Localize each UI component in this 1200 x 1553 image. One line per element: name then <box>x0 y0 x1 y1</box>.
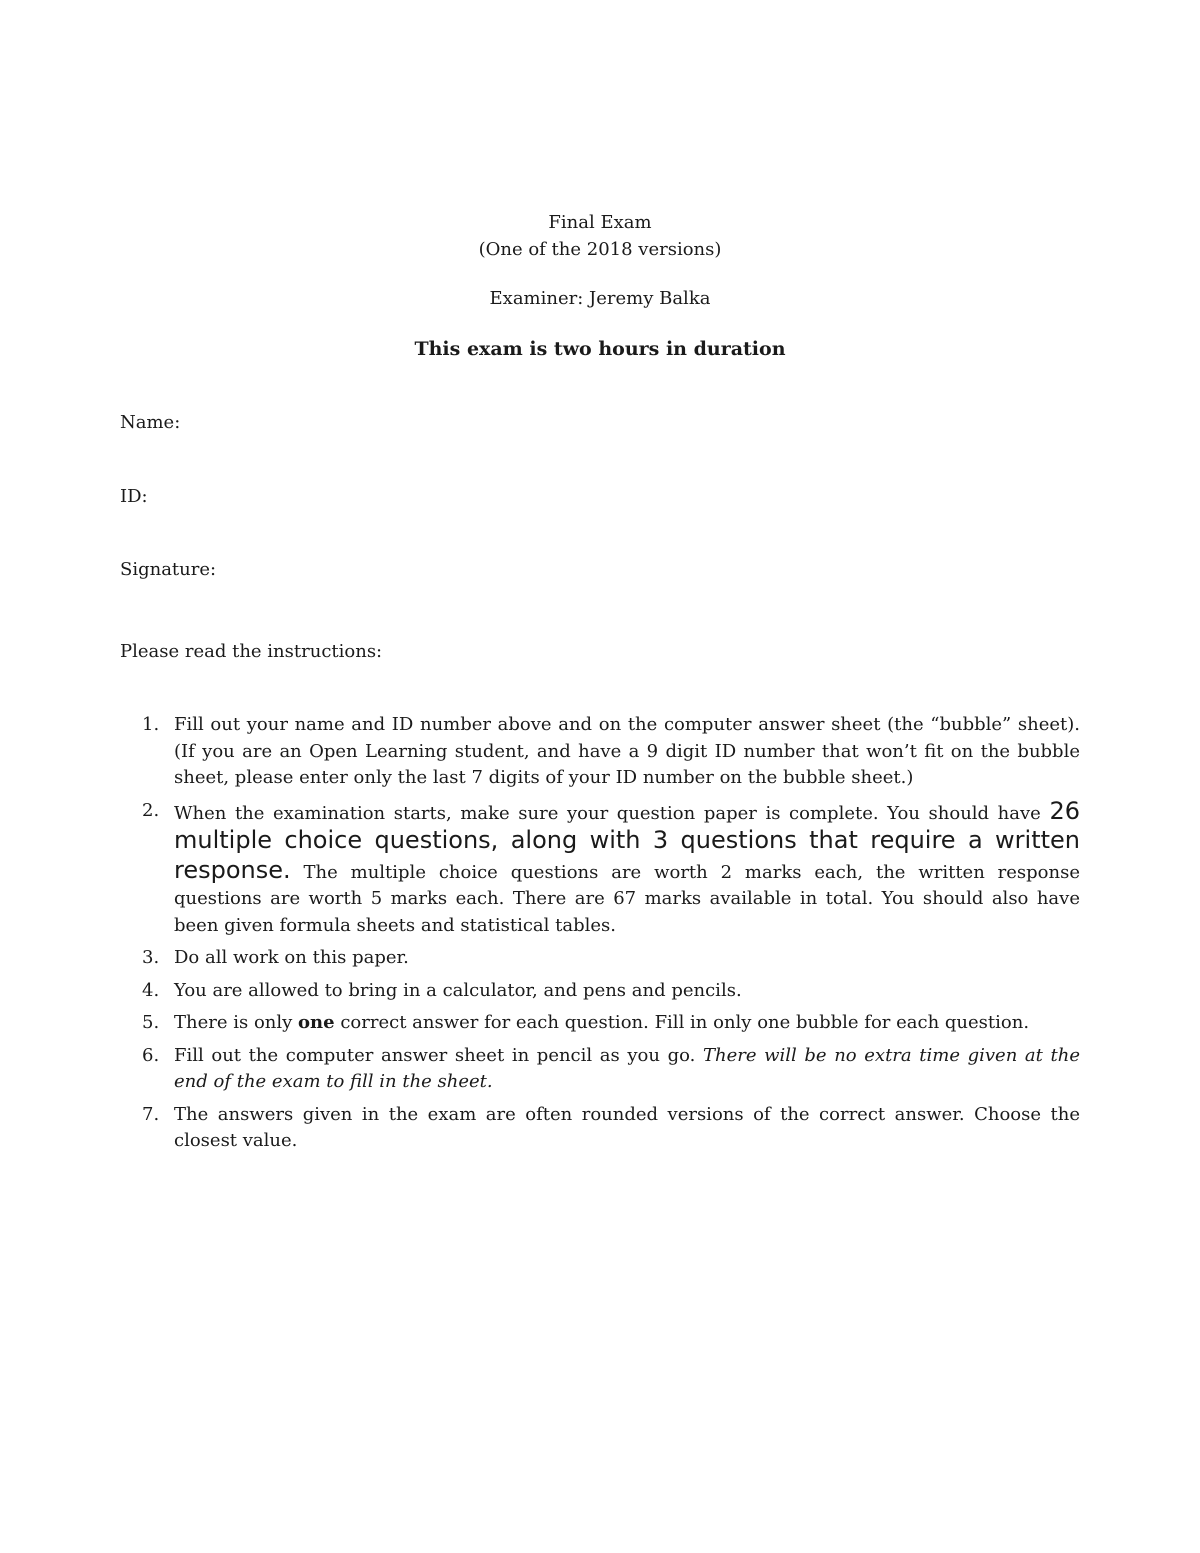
instruction-text-continued: The multiple choice questions are worth 2 marks each, the written response questions are worth 5 marks each. There are 67 marks available in total. You should also have been given formula sheets and statistical tables. <box>174 861 1080 936</box>
instruction-number: 5. <box>142 1012 160 1033</box>
instruction-text: Fill out your name and ID number above and on the computer answer sheet (the “bubble” sheet). (If you are an Open Learning student, and have a 9 digit ID number that won’t fit on the bubble sheet, please enter only the last 7 digits of your ID number on the bubble sheet.) <box>174 714 1080 788</box>
id-label: ID: <box>120 486 148 507</box>
instruction-number: 7. <box>142 1103 160 1125</box>
instruction-item-5 <box>120 1010 1080 1037</box>
instruction-text: The answers given in the exam are often rounded versions of the correct answer. Choose the closest value. <box>174 1103 1080 1151</box>
examiner-line: Examiner: Jeremy Balka <box>489 288 711 309</box>
exam-title: Final Exam <box>548 212 652 233</box>
instruction-number: 3. <box>142 947 160 968</box>
instruction-text: Do all work on this paper. <box>174 947 409 968</box>
instructions-heading: Please read the instructions: <box>120 641 383 662</box>
instruction-number: 2. <box>142 799 160 821</box>
instruction-item-7 <box>120 1102 1080 1155</box>
instruction-item-3 <box>120 945 1080 972</box>
signature-label: Signature: <box>120 559 217 580</box>
instruction-emphasis: one <box>298 1012 335 1033</box>
instruction-question-count: 26 multiple choice questions, along with 3 questions that require a written response. <box>174 796 1080 884</box>
name-label: Name: <box>120 412 181 433</box>
instruction-text: When the examination starts, make sure your question paper is complete. You should have <box>174 802 1041 824</box>
instruction-number: 6. <box>142 1044 160 1066</box>
duration-line: This exam is two hours in duration <box>414 338 786 360</box>
instruction-text: You are allowed to bring in a calculator, and pens and pencils. <box>174 979 742 1001</box>
instruction-number: 4. <box>142 979 160 1001</box>
instructions-list <box>120 712 1080 1161</box>
instruction-item-2 <box>120 798 1080 940</box>
instruction-text-continued: correct answer for each question. Fill in only one bubble for each question. <box>340 1012 1030 1033</box>
instruction-item-6 <box>120 1043 1080 1096</box>
exam-subtitle: (One of the 2018 versions) <box>478 239 722 260</box>
instruction-number: 1. <box>142 714 160 735</box>
instruction-item-1 <box>120 712 1080 792</box>
instruction-item-4 <box>120 978 1080 1005</box>
instruction-text: There is only <box>174 1012 293 1033</box>
instruction-text: Fill out the computer answer sheet in pencil as you go. <box>174 1044 696 1066</box>
instruction-italic-note: There will be no extra time given at the end of the exam to fill in the sheet. <box>174 1044 1080 1092</box>
